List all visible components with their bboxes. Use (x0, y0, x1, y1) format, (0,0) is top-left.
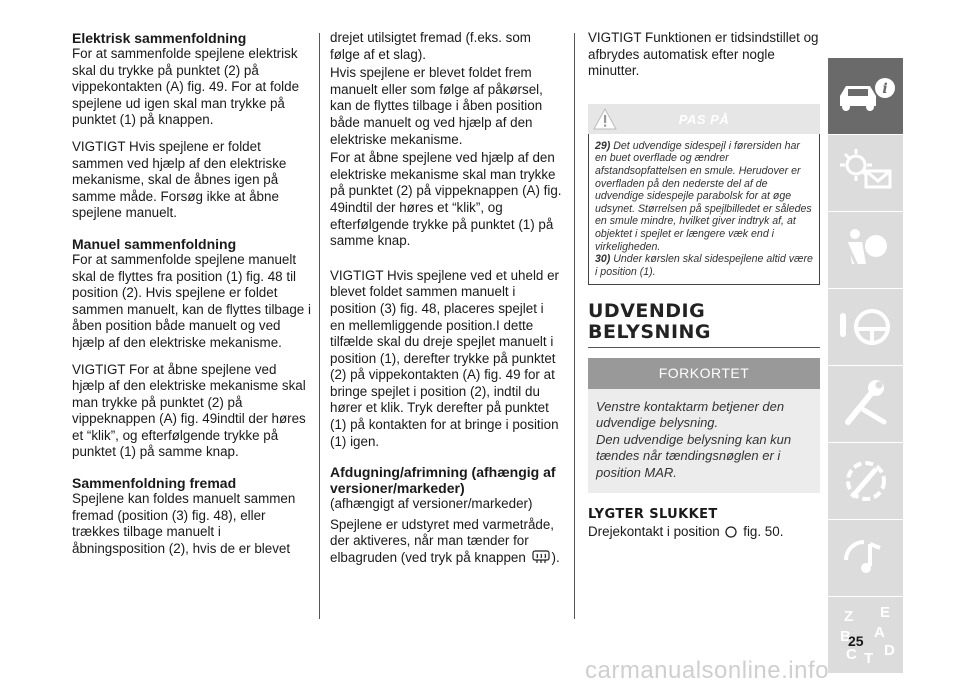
heading-afdugning: Afdugning/afrimning (afhængig af versioner/markeder) (330, 464, 556, 497)
paragraph: Hvis spejlene er blevet foldet frem manuelt eller som følge af påkørsel, kan de flyttes tilbage i åben position både manuelt og ved hjælp af den elektriske mekanisme. (330, 65, 543, 147)
svg-text:i: i (882, 81, 888, 97)
sidebar-tab-maintenance[interactable] (828, 443, 903, 520)
section-title (588, 301, 820, 343)
section-title-line: BELYSNING (588, 321, 712, 344)
page-number: 25 (848, 633, 864, 649)
warning-number: 29) (595, 139, 611, 152)
forkortet-text: Venstre kontaktarm betjener den udvendige belysning. (596, 398, 785, 431)
section-title-line: UDVENDIG (588, 300, 706, 323)
warning-title: PAS PÅ (678, 111, 730, 127)
off-position-icon (725, 526, 737, 538)
index-letter: T (864, 650, 874, 667)
column-divider-1 (319, 33, 320, 619)
sidebar-tab-index[interactable] (828, 597, 903, 674)
sidebar-tab-multimedia[interactable] (828, 520, 903, 597)
paragraph: For at sammenfolde spejlene elektrisk skal du trykke på punktet (2) på vippekontakten (A) fig. 49. For at folde spejlene ud igen skal man trykke på punktet (1) på knappen. (72, 46, 300, 128)
forkortet-header: FORKORTET (588, 358, 820, 389)
column-divider-2 (574, 33, 575, 619)
text: ). (551, 550, 560, 566)
alphabet-index-icon (828, 597, 903, 673)
divider (588, 347, 820, 348)
sidebar-tab-warning-lights[interactable] (828, 135, 903, 212)
column-2 (330, 30, 562, 577)
chapter-sidebar (828, 58, 903, 674)
heading-elektrisk: Elektrisk sammenfoldning (72, 30, 247, 46)
warning-text: Under kørslen skal sidespejlene altid være i position (1). (595, 253, 813, 278)
airbag-icon (828, 212, 903, 288)
paragraph: VIGTIGT Funktionen er tidsindstillet og afbrydes automatisk efter nogle minutter. (588, 30, 819, 79)
paragraph: drejet utilsigtet fremad (f.eks. som følge af et slag). (330, 30, 531, 62)
car-info-icon (828, 58, 903, 134)
sidebar-tab-emergency[interactable] (828, 366, 903, 443)
heading-manuel: Manuel sammenfoldning (72, 235, 237, 252)
paragraph: For at sammenfolde spejlene manuelt skal de flyttes fra position (1) fig. 48 til position (2). Hvis spejlene er foldet sammen manuelt, kan de flyttes tilbage i åben position både manuelt og ved hjælp af den elektriske mekanisme. (72, 251, 311, 350)
paragraph: VIGTIGT For at åbne spejlene ved hjælp af den elektriske mekanisme skal man trykke på punktet (2) på vippeknappen (A) fig. 49indtil der høres et “klik”, og efterfølgende trykke på punktet (1) på samme knap. (72, 361, 306, 460)
warning-header (588, 104, 820, 134)
heading-fremad: Sammenfoldning fremad (72, 475, 237, 492)
wrench-icon (828, 366, 903, 442)
forkortet-body (588, 389, 820, 494)
paragraph: Spejlene kan foldes manuelt sammen fremad (position (3) fig. 48), eller trækkes tilbage manuelt i åbningsposition (2), hvis de er blevet (72, 491, 296, 556)
sidebar-tab-car-info[interactable] (828, 58, 903, 135)
sidebar-tab-safety[interactable] (828, 212, 903, 289)
index-letter: E (880, 604, 891, 621)
paragraph-lygter (588, 524, 820, 541)
warning-body (588, 134, 820, 286)
heading-lygter-slukket: LYGTER SLUKKET (588, 507, 718, 523)
text: fig. 50. (743, 524, 784, 539)
column-3 (588, 30, 820, 541)
column-1 (72, 30, 312, 567)
steering-wheel-icon (828, 289, 903, 365)
text: Drejekontakt i position (588, 524, 720, 539)
paragraph: VIGTIGT Hvis spejlene er foldet sammen ved hjælp af den elektriske mekanisme, skal de åbnes igen på samme måde. Forsøg ikke at åbne spejlene manuelt. (72, 138, 287, 221)
warning-lights-icon (828, 135, 903, 211)
index-letter: B (840, 628, 851, 645)
warning-number: 30) (595, 253, 611, 266)
index-letter: Z (844, 608, 854, 625)
watermark: carmanualsonline.info (585, 657, 829, 684)
index-letter: A (874, 624, 885, 641)
music-icon (828, 520, 903, 596)
paragraph: (afhængigt af versioner/markeder) (330, 496, 533, 512)
paragraph: For at åbne spejlene ved hjælp af den elektriske mekanisme skal man trykke på punktet (2) på vippeknappen (A) fig. 49indtil der høres et “klik”, og efterfølgende trykke på punktet (1) på samme knap. (330, 150, 562, 249)
paragraph: VIGTIGT Hvis spejlene ved et uheld er blevet foldet sammen manuelt i position (3) fig. 48, placeres spejlet i en mellemliggende position.I dette tilfælde skal du dreje spejlet manuelt i position (1), derefter trykke på punktet (2) på vippekontakten (A) fig. 49 for at bringe spejlet i position (2), indtil du hører et klik. Tryk derefter på punktet (1) på kontakten for at bringe i position (1) igen. (330, 267, 559, 449)
sidebar-tab-driving[interactable] (828, 289, 903, 366)
rear-defrost-icon (532, 550, 550, 564)
index-letter: D (884, 642, 895, 659)
paragraph-defrost (330, 517, 562, 567)
tools-icon (828, 443, 903, 519)
forkortet-text: Den udvendige belysning kan kun tændes når tændingsnøglen er i position MAR. (596, 431, 792, 480)
warning-text: Det udvendige sidespejl i førersiden har en buet overflade og ændrer afstandsopfattelsen en smule. Herudover er overfladen på den nederste del af de udvendige sidespejle parabolsk for at øge udsynet. Størrelsen på spejlbilledet er således en smule mindre, hvilket giver indtryk af, at objektet i spejlet er længere væk end i virkeligheden. (595, 139, 812, 253)
text: Spejlene er udstyret med varmetråde, der aktiveres, når man tænder for elbagruden (ved tryk på knappen (330, 516, 555, 566)
index-letter: C (846, 646, 857, 663)
